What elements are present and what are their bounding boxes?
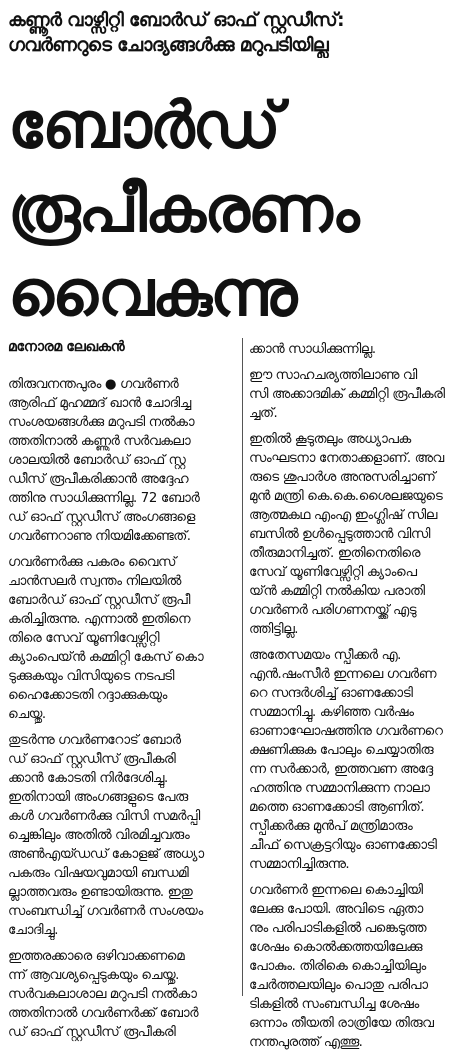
article-paragraph bbox=[8, 375, 237, 546]
text-line: ആരിഫ് മുഹമ്മദ് ഖാൻ ചോദിച്ച bbox=[8, 396, 191, 411]
text-line: ശാലയിൽ ബോർഡ് ഓഫ് സ്റ്റ bbox=[8, 453, 186, 468]
text-line: ഇതിനായി അംഗങ്ങളുടെ പേരു bbox=[8, 790, 188, 805]
text-line: സി അക്കാദമിക് കമ്മിറ്റി രൂപീകരി bbox=[249, 387, 445, 402]
text-line: ബസിൽ ഉൾപ്പെടുത്താൻ വിസി bbox=[249, 527, 430, 542]
text-line: കൾ ഗവർണർക്കു വിസി സമർപ്പി bbox=[8, 809, 200, 824]
text-line: സർവകലാശാല മറുപടി നൽകാ bbox=[8, 987, 197, 1002]
text-line: സമ്മാനിച്ചിരുന്നു. bbox=[249, 857, 350, 872]
text-line: ടികളിൽ സംബന്ധിച്ച ശേഷം bbox=[249, 997, 419, 1012]
text-line: ടുക്കുകയും വിസിയുടെ നടപടി bbox=[8, 669, 175, 684]
text-line: തുടർന്നു ഗവർണറോട് ബോർ bbox=[8, 733, 181, 748]
headline-line: വൈകുന്നു bbox=[8, 257, 296, 331]
kicker-line: കണ്ണൂർ വാഴ്സിറ്റി ബോർഡ് ഓഫ് സ്റ്റഡീസ്: bbox=[8, 10, 344, 31]
text-line: യ്ൻ കമ്മിറ്റി നൽകിയ പരാതി bbox=[249, 584, 425, 599]
kicker-line: ഗവർണറുടെ ചോദ്യങ്ങൾക്കു മറുപടിയില്ല bbox=[8, 35, 329, 56]
text-line: ശേഷം കൊൽക്കത്തയിലേക്കു bbox=[249, 940, 422, 955]
text-line: അതേസമയം സ്പീക്കർ എ. bbox=[249, 648, 402, 663]
headline-line: ബോർഡ് bbox=[8, 89, 279, 163]
headline bbox=[8, 84, 470, 336]
text-line: ഗവർണർക്കു പകരം വൈസ് bbox=[8, 555, 176, 570]
text-line: ല്ലാത്തവരും ഉണ്ടായിരുന്നു. ഇതു bbox=[8, 885, 193, 900]
article-column-left bbox=[8, 338, 237, 1049]
text-line: ചീഫ് സെക്രട്ടറിയും ഓണക്കോടി bbox=[249, 838, 437, 853]
text-line: ആത്മകഥ എംഎ ഇംഗ്ലിഷ് സില bbox=[249, 508, 437, 523]
text-line: മത്തെ ഓണക്കോടി ആണിത്. bbox=[249, 800, 425, 815]
text-line: ക്ഷണിക്കുക പോലും ചെയ്യാതിരു bbox=[249, 743, 434, 758]
text-line: ത്തിനു സാധിക്കുന്നില്ല. 72 ബോർ bbox=[8, 491, 200, 506]
text-line: ഹത്തിനു സമ്മാനിക്കുന്ന നാലാ bbox=[249, 781, 430, 796]
text-line: ഇത്തരക്കാരെ ഒഴിവാക്കണമെ bbox=[8, 949, 185, 964]
text-line: ത്തതിനാൽ ഗവർണർക്ക് ബോർ bbox=[8, 1006, 199, 1021]
headline-line: രൂപീകരണം bbox=[8, 173, 358, 247]
text-line: ചോദിച്ചു. bbox=[8, 923, 59, 938]
text-line: പകരും വിഷയവുമായി ബന്ധമി bbox=[8, 866, 189, 881]
article-paragraph bbox=[8, 731, 237, 940]
text-line: ച്ചത്. bbox=[249, 406, 278, 421]
text-line: നും പരിപാടികളിൽ പങ്കെടുത്ത bbox=[249, 921, 426, 936]
text-line: പോകും. തിരികെ കൊച്ചിയിലും bbox=[249, 959, 426, 974]
text-line: സ്പീക്കർക്കു മുൻപ് മന്ത്രിമാരും bbox=[249, 819, 413, 834]
text-line: ഡ് ഓഫ് സ്റ്റഡീസ് രൂപീകരി bbox=[8, 1025, 176, 1040]
text-line: ലേക്കു പോയി. അവിടെ ഏതാ bbox=[249, 902, 423, 917]
text-line: ഗവർണർ ഇന്നലെ കൊച്ചിയി bbox=[249, 883, 423, 898]
text-line: ക്കാൻ സാധിക്കുന്നില്ല. bbox=[249, 342, 376, 357]
text-line: ക്യാംപെയ്ൻ കമ്മിറ്റി കേസ് കൊ bbox=[8, 650, 204, 665]
column-divider bbox=[242, 338, 243, 996]
text-line: ഇതിൽ കൂടുതലും അധ്യാപക bbox=[249, 432, 411, 447]
text-line: ഡീസ് രൂപീകരിക്കാൻ അദ്ദേഹ bbox=[8, 472, 188, 487]
article-paragraph bbox=[8, 553, 237, 724]
text-line: ക്കാൻ കോടതി നിർദേശിച്ചു. bbox=[8, 771, 168, 786]
text-line: കരിച്ചിരുന്നു. എന്നാൽ ഇതിനെ bbox=[8, 612, 190, 627]
text-line: ചേർത്തലയിലും പൊതു പരിപാ bbox=[249, 978, 428, 993]
text-line: സമ്മാനിച്ചു. കഴിഞ്ഞ വർഷം bbox=[249, 705, 414, 720]
text-line: ബോർഡ് ഓഫ് സ്റ്റഡീസ് രൂപീ bbox=[8, 593, 191, 608]
text-line: ന്ന് ആവശ്യപ്പെടുകയും ചെയ്തു. bbox=[8, 968, 180, 983]
text-line: ഈ സാഹചര്യത്തിലാണു വി bbox=[249, 368, 417, 383]
text-line: സേവ് യൂണിവേഴ്സിറ്റി ക്യാംപെ bbox=[249, 565, 417, 580]
text-line: ഹൈക്കോടതി റദ്ദാക്കുകയും bbox=[8, 688, 168, 703]
article-paragraph bbox=[8, 947, 237, 1042]
kicker bbox=[8, 8, 470, 58]
text-line: തിരുവനന്തപുരം ● ഗവർണർ bbox=[8, 377, 179, 392]
text-line: നന്തപുരത്ത് എത്തൂ. bbox=[249, 1035, 363, 1050]
text-line: സംശയങ്ങൾക്കു മറുപടി നൽകാ bbox=[8, 415, 195, 430]
text-line: എൻ.ഷംസീർ ഇന്നലെ ഗവർണ bbox=[249, 667, 436, 682]
text-line: ഗവർണറാണു നിയമിക്കേണ്ടത്. bbox=[8, 529, 191, 544]
text-line: സംഘടനാ നേതാക്കളാണ്. അവ bbox=[249, 451, 444, 466]
article-paragraph bbox=[249, 430, 469, 639]
text-line: ഡ് ഓഫ് സ്റ്റഡീസ് രൂപീകരി bbox=[8, 752, 176, 767]
article-paragraph bbox=[249, 366, 469, 423]
text-line: സംബന്ധിച്ച് ഗവർണർ സംശയം bbox=[8, 904, 203, 919]
text-line: റെ സന്ദർശിച്ച് ഓണക്കോടി bbox=[249, 686, 413, 701]
text-line: അൺഎയ്ഡഡ് കോളജ് അധ്യാ bbox=[8, 847, 204, 862]
text-line: ത്തതിനാൽ കണ്ണൂർ സർവകലാ bbox=[8, 434, 191, 449]
text-line: ചെയ്തു. bbox=[8, 707, 46, 722]
article-paragraph bbox=[249, 881, 469, 1052]
text-line: ഓണാഘോഷത്തിനു ഗവർണറെ bbox=[249, 724, 443, 739]
text-line: ഗവർണർ പരിഗണനയ്ക്ക് എടു bbox=[249, 603, 417, 618]
text-line: രുടെ ശുപാർശ അനുസരിച്ചാണ് bbox=[249, 470, 436, 485]
article-paragraph bbox=[249, 646, 469, 874]
text-line: ച്ചെങ്കിലും അതിൽ വിരമിച്ചവരും bbox=[8, 828, 190, 843]
byline: മനോരമ ലേഖകൻ bbox=[8, 339, 125, 355]
text-line: ന്ന സർക്കാർ, ഇത്തവണ അദ്ദേ bbox=[249, 762, 433, 777]
text-line: ഒന്നാം തീയതി രാത്രിയേ തിരുവ bbox=[249, 1016, 434, 1031]
text-line: ഡ് ഓഫ് സ്റ്റഡീസ് അംഗങ്ങളെ bbox=[8, 510, 195, 525]
text-line: തിരെ സേവ് യൂണിവേഴ്സിറ്റി bbox=[8, 631, 160, 646]
article-paragraph bbox=[249, 340, 469, 359]
text-line: ചാൻസലർ സ്വന്തം നിലയിൽ bbox=[8, 574, 181, 589]
text-line: തീരുമാനിച്ചത്. ഇതിനെതിരെ bbox=[249, 546, 421, 561]
text-line: ത്തിട്ടില്ല. bbox=[249, 622, 299, 637]
text-line: മുൻ മന്ത്രി കെ.കെ.ശൈലജയുടെ bbox=[249, 489, 443, 504]
article-column-right bbox=[249, 340, 469, 1059]
